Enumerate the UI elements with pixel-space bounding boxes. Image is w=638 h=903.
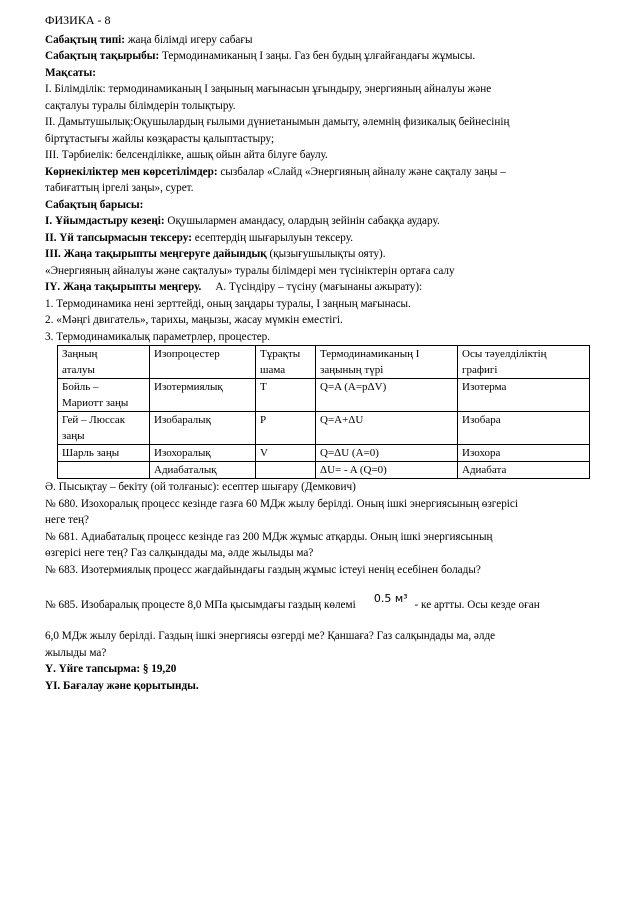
stage-1-label: І. Ұйымдастыру кезеңі:	[45, 215, 165, 227]
problem-line: № 680. Изохоралық процесс кезінде газға 60 МДж жылу берілді. Оның ішкі энергиясының өзгерісі	[45, 497, 518, 510]
table-cell	[150, 346, 256, 379]
table-row	[58, 379, 590, 412]
cell-text: Изотермиялық	[154, 381, 223, 393]
cell-text: Бойль –	[62, 381, 99, 393]
cell-text: Заңның	[62, 348, 98, 360]
stage-2	[45, 230, 600, 247]
problem-line: № 681. Адиабаталық процесс кезінде газ 200 МДж жұмыс атқарды. Оның ішкі энергиясының	[45, 530, 493, 543]
consolidation: Ә. Пысықтау – бекіту (ой толғаныс): есептер шығару (Демкович)	[45, 481, 356, 493]
progress-heading	[45, 197, 600, 214]
cell-text: Изобара	[462, 414, 501, 426]
cell-text: Термодинамиканың І	[320, 348, 420, 360]
thermo-processes-table	[57, 345, 590, 479]
table-cell	[316, 412, 458, 445]
cell-text: графигі	[462, 364, 498, 376]
cell-text: заңы	[62, 430, 85, 442]
page-header: ФИЗИКА - 8	[45, 13, 111, 27]
problem-685-text-after: - ке артты. Осы кезде оған	[411, 599, 540, 611]
final-stage	[45, 678, 600, 695]
table-cell	[458, 412, 590, 445]
visuals-text: сызбалар «Слайд «Энергияның айналу және сақталу заңы –	[217, 165, 506, 178]
lesson-type	[45, 32, 600, 49]
lesson-type-text: жаңа білімді игеру сабағы	[125, 33, 253, 46]
table-cell	[256, 462, 316, 479]
table-cell	[58, 379, 150, 412]
cell-text: шама	[260, 364, 286, 376]
stage-2-label: ІІ. Үй тапсырмасын тексеру:	[45, 231, 192, 244]
goal-line: біртұтастығы жайлы көзқарасты қалыптастыру;	[45, 132, 275, 145]
table-cell	[58, 462, 150, 479]
stage-1	[45, 213, 600, 230]
final-label: ҮІ. Бағалау және қорытынды.	[45, 679, 199, 692]
cell-text: Гей – Люссак	[62, 414, 126, 426]
problem-line: өзгерісі неге тең? Газ салқындады ма, әлде жылыды ма?	[45, 547, 314, 559]
goal-line: ІІІ. Тәрбиелік: белсенділікке, ашық ойын айта білуге баулу.	[45, 149, 328, 161]
stage-3-text: (қызығушылықты ояту).	[266, 248, 386, 260]
cell-text: Осы тәуелділіктің	[462, 348, 547, 360]
cell-text: Изотерма	[462, 381, 507, 393]
homework-text: : § 19,20	[136, 663, 177, 675]
cell-text: Изобаралық	[154, 414, 211, 426]
table-cell	[150, 445, 256, 462]
cell-text: Т	[260, 381, 267, 393]
stage-4	[45, 279, 600, 296]
table-cell	[458, 346, 590, 379]
table-cell	[150, 412, 256, 445]
table-cell	[458, 445, 590, 462]
goal-line: ІІ. Дамытушылық:Оқушылардың ғылыми дүниетанымын дамыту, әлемнің физикалық бейнесінің	[45, 116, 510, 128]
visuals-line2: табиғаттың іргелі заңы», сурет.	[45, 182, 194, 194]
cell-text: Адиабаталық	[154, 464, 217, 476]
stage-3-line2: «Энергияның айналуы және сақталуы» туралы білімдері мен түсініктерін ортаға салу	[45, 264, 455, 277]
stage-4-text: А. Түсіндіру – түсіну (мағынаны ажырату):	[201, 281, 423, 293]
cell-text: Мариотт заңы	[62, 397, 129, 409]
table-cell	[256, 412, 316, 445]
problem-685	[45, 594, 600, 616]
document-page	[45, 12, 600, 694]
table-cell	[458, 462, 590, 479]
table-row	[58, 412, 590, 445]
stage-4-label: ІҮ. Жаңа тақырыпты меңгеру.	[45, 281, 202, 293]
cell-text: Тұрақты	[260, 348, 301, 360]
cell-text: Q=A (A=pΔV)	[320, 381, 387, 393]
table-cell	[256, 346, 316, 379]
table-cell	[58, 445, 150, 462]
visuals	[45, 164, 600, 181]
lesson-topic-label: Сабақтың тақырыбы:	[45, 50, 160, 62]
cell-text: Р	[260, 414, 267, 426]
table-cell	[316, 379, 458, 412]
table-cell	[58, 412, 150, 445]
goals-heading	[45, 65, 600, 82]
lesson-topic	[45, 48, 600, 65]
volume-formula: 0.5 м³	[373, 592, 408, 605]
cell-text: Адиабата	[462, 464, 507, 476]
goal-line: І. Білімділік: термодинамиканың І заңының мағынасын ұғындыру, энергияның айналуы және	[45, 83, 492, 95]
problem-685-text: № 685. Изобаралық процесте 8,0 МПа қысымдағы газдың көлемі	[45, 599, 356, 611]
goals-label: Мақсаты:	[45, 66, 96, 79]
table-cell	[458, 379, 590, 412]
table-cell	[316, 462, 458, 479]
cell-text: Изохора	[462, 447, 501, 459]
stage-3-label: ІІІ. Жаңа тақырыпты меңгеруге дайындық	[45, 248, 267, 260]
table-cell	[256, 445, 316, 462]
problem-line: неге тең?	[45, 514, 89, 526]
lesson-type-label: Сабақтың типі:	[45, 33, 126, 46]
problem-line: 6,0 МДж жылу берілді. Газдың ішкі энергиясы өзгерді ме? Қаншаға? Газ салқындады ма, әлде	[45, 630, 496, 642]
table-row	[58, 462, 590, 479]
homework-label: Ү. Үйге тапсырма	[45, 663, 137, 675]
progress-label: Сабақтың барысы:	[45, 198, 144, 211]
cell-text: Изопроцестер	[154, 348, 220, 360]
visuals-label: Көрнекіліктер мен көрсетілімдер:	[45, 165, 218, 178]
homework	[45, 661, 600, 678]
problem-line: № 683. Изотермиялық процесс жағдайындағы газдың жұмыс істеуі ненің есебінен болады?	[45, 563, 481, 576]
table-cell	[256, 379, 316, 412]
cell-text: заңының түрі	[320, 364, 384, 376]
point-line: 3. Термодинамикалық параметрлер, процестер.	[45, 330, 271, 343]
stage-3	[45, 246, 600, 263]
problem-line: жылыды ма?	[45, 646, 107, 659]
table-cell	[316, 445, 458, 462]
cell-text: аталуы	[62, 364, 95, 376]
table-row	[58, 445, 590, 462]
cell-text: V	[260, 447, 268, 459]
table-cell	[58, 346, 150, 379]
cell-text: Шарль заңы	[62, 447, 120, 459]
lesson-topic-text: Термодинамиканың І заңы. Газ бен будың ұлғайғандағы жұмысы.	[159, 50, 476, 62]
table-cell	[150, 379, 256, 412]
cell-text	[62, 462, 145, 478]
cell-text: Изохоралық	[154, 447, 211, 459]
cell-text: Q=ΔU (A=0)	[320, 447, 379, 459]
stage-1-text: Оқушылармен амандасу, олардың зейінін сабаққа аудару.	[164, 215, 440, 227]
point-line: 2. «Мәңгі двигатель», тарихы, маңызы, жасау мүмкін еместігі.	[45, 314, 343, 326]
goal-line: сақталуы туралы білімдерін толықтыру.	[45, 99, 236, 112]
table-cell	[150, 462, 256, 479]
table-cell	[316, 346, 458, 379]
table-header-row	[58, 346, 590, 379]
cell-text: ΔU= - A (Q=0)	[320, 464, 387, 476]
point-line: 1. Термодинамика нені зерттейді, оның заңдары туралы, І заңның мағынасы.	[45, 297, 411, 310]
cell-text: Q=A+ΔU	[320, 414, 364, 426]
cell-text	[260, 462, 311, 478]
stage-2-text: есептердің шығарылуын тексеру.	[191, 231, 353, 244]
